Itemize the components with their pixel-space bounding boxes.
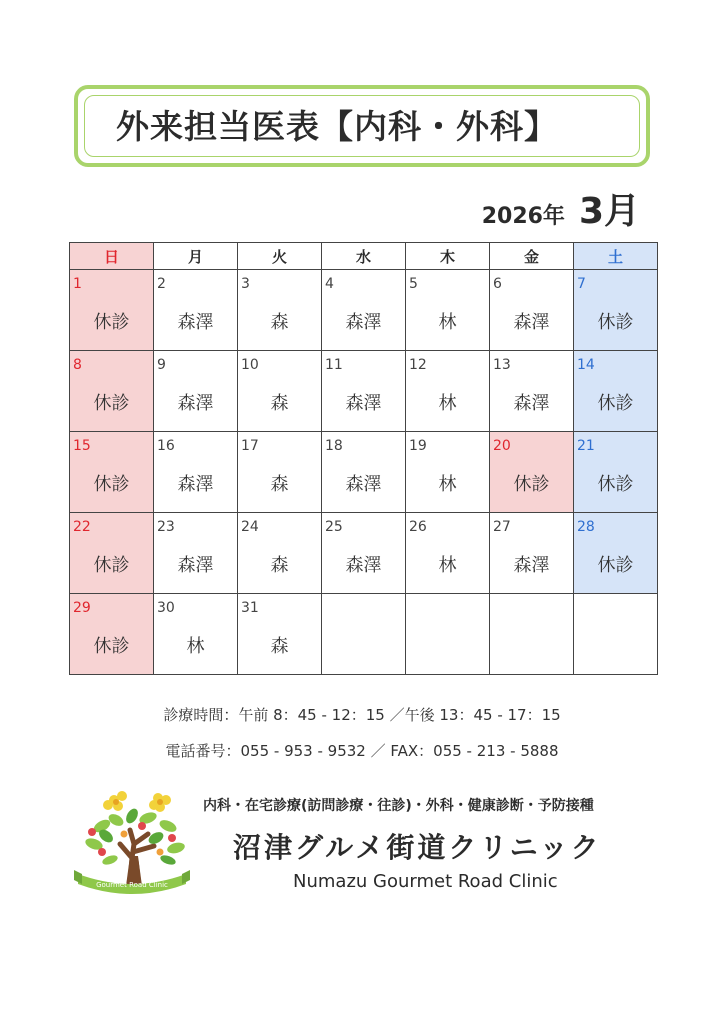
- calendar-week-row: [70, 270, 658, 351]
- doctor-name: 森澤: [177, 555, 214, 576]
- weekday-sun: 日: [70, 243, 154, 270]
- doctor-name: 森澤: [345, 474, 382, 495]
- day-number: 7: [577, 276, 586, 292]
- calendar-day-cell: [490, 351, 574, 432]
- doctor-name: 森澤: [177, 312, 214, 333]
- day-number: 27: [493, 519, 511, 535]
- page-title: 外来担当医表【内科・外科】: [116, 107, 558, 146]
- day-number: 23: [157, 519, 175, 535]
- calendar-day-cell: [238, 351, 322, 432]
- calendar-day-cell: [154, 432, 238, 513]
- calendar-day-cell: [406, 513, 490, 594]
- calendar-empty-cell: [322, 594, 406, 675]
- calendar-day-cell: [574, 432, 658, 513]
- calendar-day-cell: [70, 594, 154, 675]
- weekday-header-row: [70, 243, 658, 270]
- day-number: 31: [241, 600, 259, 616]
- day-number: 21: [577, 438, 595, 454]
- doctor-name: 森: [270, 555, 289, 576]
- calendar-day-cell: [322, 432, 406, 513]
- doctor-name: 森澤: [177, 474, 214, 495]
- doctor-name: 森澤: [513, 393, 550, 414]
- doctor-name: 休診: [93, 393, 130, 414]
- doctor-name: 林: [438, 312, 457, 333]
- doctor-name: 森澤: [513, 312, 550, 333]
- calendar-day-cell: [238, 270, 322, 351]
- calendar-day-cell: [70, 513, 154, 594]
- logo-ribbon-text: Gourmet Road Clinic: [96, 881, 168, 889]
- clinic-name-jp: 沼津グルメ街道クリニック: [233, 831, 602, 864]
- day-number: 10: [241, 357, 259, 373]
- calendar-day-cell: [238, 513, 322, 594]
- day-number: 24: [241, 519, 259, 535]
- calendar-day-cell: [574, 513, 658, 594]
- calendar-day-cell: [322, 351, 406, 432]
- calendar-day-cell: [406, 351, 490, 432]
- calendar-week-row: [70, 513, 658, 594]
- weekday-tue: 火: [238, 243, 322, 270]
- doctor-name: 休診: [597, 474, 634, 495]
- doctor-name: 森澤: [513, 555, 550, 576]
- clinic-logo: [72, 786, 192, 902]
- doctor-name: 休診: [93, 474, 130, 495]
- calendar-day-cell: [406, 270, 490, 351]
- day-number: 17: [241, 438, 259, 454]
- doctor-name: 林: [438, 474, 457, 495]
- day-number: 11: [325, 357, 343, 373]
- doctor-name: 森澤: [345, 555, 382, 576]
- calendar-day-cell: [70, 351, 154, 432]
- day-number: 26: [409, 519, 427, 535]
- doctor-name: 森: [270, 393, 289, 414]
- weekday-fri: 金: [490, 243, 574, 270]
- day-number: 4: [325, 276, 334, 292]
- day-number: 14: [577, 357, 595, 373]
- day-number: 1: [73, 276, 82, 292]
- day-number: 2: [157, 276, 166, 292]
- contact-numbers: 電話番号：055 - 953 - 9532 ／ FAX：055 - 213 - 5888: [165, 742, 559, 760]
- weekday-mon: 月: [154, 243, 238, 270]
- year-month-heading: [482, 183, 640, 234]
- calendar-empty-cell: [490, 594, 574, 675]
- month-label: 3月: [578, 191, 640, 232]
- calendar-day-cell: [490, 432, 574, 513]
- day-number: 22: [73, 519, 91, 535]
- doctor-name: 林: [438, 393, 457, 414]
- day-number: 6: [493, 276, 502, 292]
- clinic-name-en: Numazu Gourmet Road Clinic: [293, 871, 558, 892]
- day-number: 3: [241, 276, 250, 292]
- calendar-day-cell: [154, 594, 238, 675]
- day-number: 18: [325, 438, 343, 454]
- doctor-name: 休診: [93, 636, 130, 657]
- calendar-day-cell: [70, 270, 154, 351]
- calendar-week-row: [70, 351, 658, 432]
- day-number: 13: [493, 357, 511, 373]
- day-number: 8: [73, 357, 82, 373]
- day-number: 20: [493, 438, 511, 454]
- doctor-name: 森: [270, 312, 289, 333]
- clinic-hours: 診療時間：午前 8：45 - 12：15 ／午後 13：45 - 17：15: [163, 706, 561, 724]
- day-number: 19: [409, 438, 427, 454]
- calendar-day-cell: [574, 270, 658, 351]
- calendar-week-row: [70, 594, 658, 675]
- year-label: 2026年: [481, 204, 565, 229]
- calendar-day-cell: [70, 432, 154, 513]
- tree-logo-icon: [72, 786, 192, 898]
- title-frame: [74, 85, 650, 167]
- calendar-day-cell: [490, 513, 574, 594]
- doctor-name: 休診: [597, 312, 634, 333]
- doctor-name: 森澤: [345, 393, 382, 414]
- doctor-name: 林: [186, 636, 205, 657]
- calendar-empty-cell: [406, 594, 490, 675]
- doctor-name: 林: [438, 555, 457, 576]
- calendar-day-cell: [154, 351, 238, 432]
- calendar-day-cell: [322, 513, 406, 594]
- calendar-day-cell: [238, 432, 322, 513]
- day-number: 28: [577, 519, 595, 535]
- day-number: 30: [157, 600, 175, 616]
- weekday-sat: 土: [574, 243, 658, 270]
- calendar-day-cell: [574, 351, 658, 432]
- doctor-name: 休診: [93, 312, 130, 333]
- doctor-name: 休診: [513, 474, 550, 495]
- doctor-name: 森: [270, 474, 289, 495]
- doctor-name: 休診: [93, 555, 130, 576]
- doctor-name: 休診: [597, 393, 634, 414]
- calendar-empty-cell: [574, 594, 658, 675]
- doctor-name: 森: [270, 636, 289, 657]
- calendar-week-row: [70, 432, 658, 513]
- weekday-thu: 木: [406, 243, 490, 270]
- day-number: 16: [157, 438, 175, 454]
- day-number: 5: [409, 276, 418, 292]
- day-number: 9: [157, 357, 166, 373]
- calendar-day-cell: [490, 270, 574, 351]
- calendar-day-cell: [406, 432, 490, 513]
- calendar-day-cell: [238, 594, 322, 675]
- schedule-calendar: [69, 242, 658, 675]
- weekday-wed: 水: [322, 243, 406, 270]
- services-list: 内科・在宅診療(訪問診療・往診)・外科・健康診断・予防接種: [203, 798, 594, 814]
- doctor-name: 森澤: [177, 393, 214, 414]
- day-number: 25: [325, 519, 343, 535]
- calendar-day-cell: [154, 513, 238, 594]
- day-number: 29: [73, 600, 91, 616]
- doctor-name: 森澤: [345, 312, 382, 333]
- calendar-day-cell: [322, 270, 406, 351]
- calendar-day-cell: [154, 270, 238, 351]
- doctor-name: 休診: [597, 555, 634, 576]
- day-number: 15: [73, 438, 91, 454]
- day-number: 12: [409, 357, 427, 373]
